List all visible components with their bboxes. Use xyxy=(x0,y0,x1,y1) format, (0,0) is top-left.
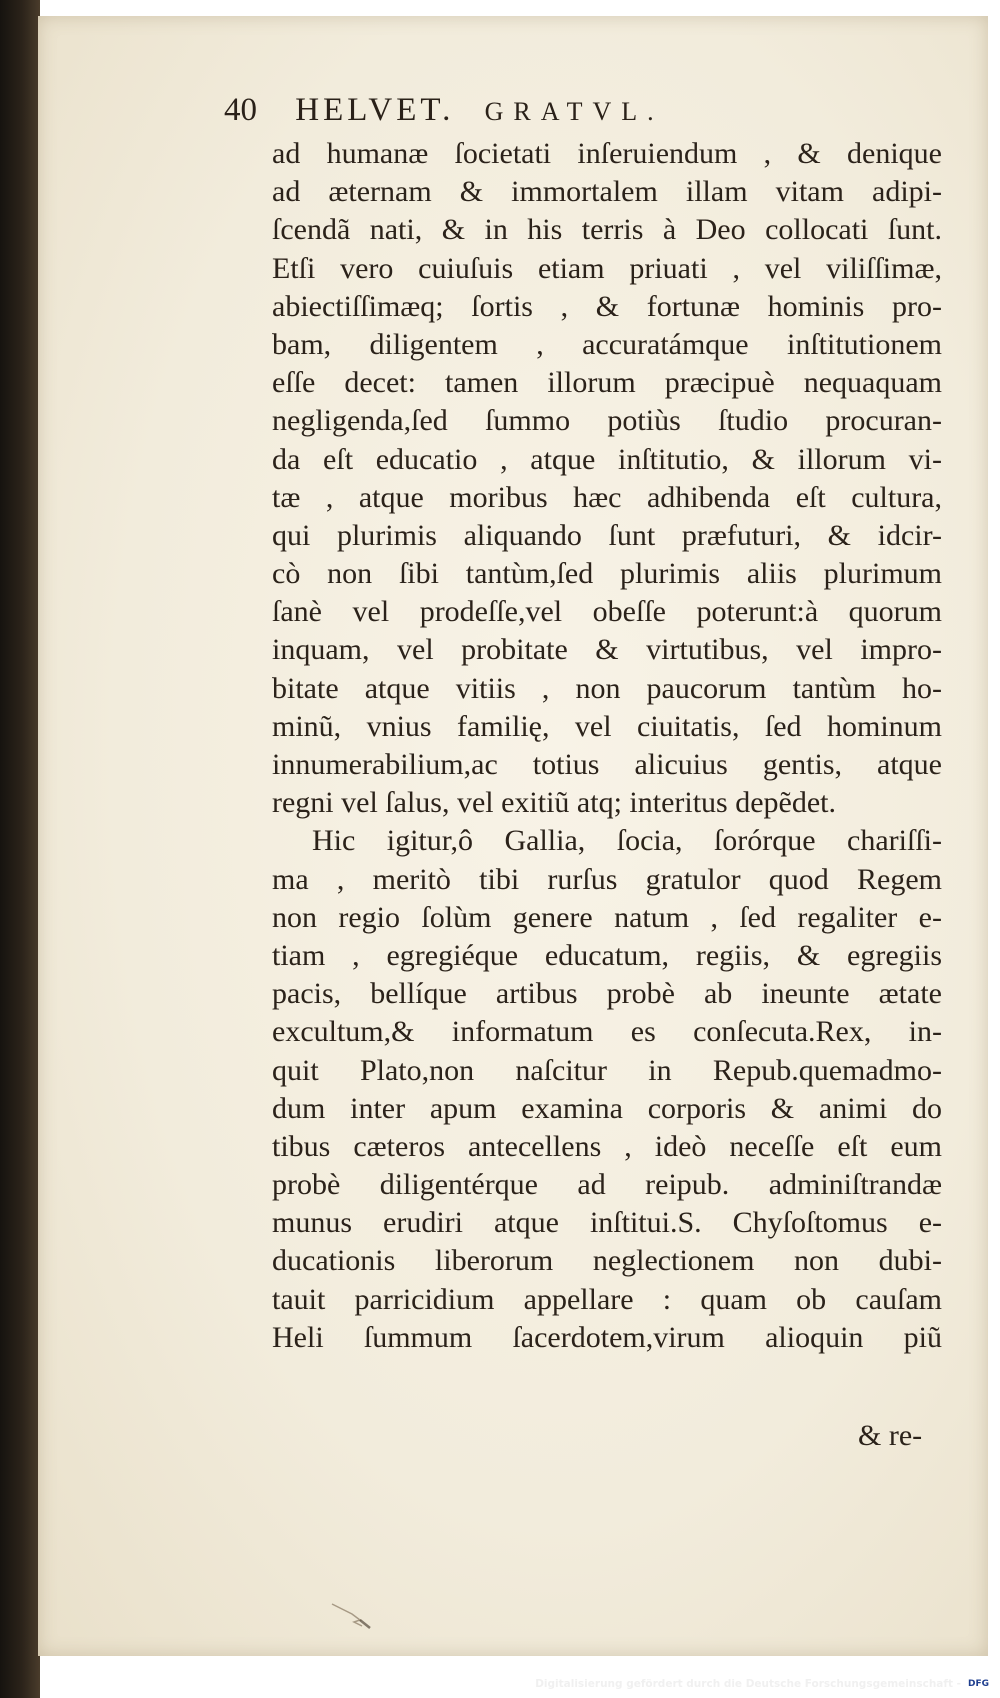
text-line: abiectiſſimæq; ſortis , & fortunæ hominis pro- xyxy=(272,289,942,323)
credit-text: Digitalisierung gefördert durch die Deutsche Forschungsgemeinschaft - xyxy=(535,1678,961,1690)
text-line: tæ , atque moribus hæc adhibenda eſt cultura, xyxy=(272,480,942,514)
text-line: ma , meritò tibi rurſus gratulor quod Regem xyxy=(272,862,942,896)
ink-smudge-mark xyxy=(330,1600,390,1630)
text-line: ad humanæ ſocietati inſeruiendum , & denique xyxy=(272,137,942,170)
text-line: Heli ſummum ſacerdotem,virum alioquin piũ xyxy=(272,1320,942,1354)
text-line: probè diligentérque ad reipub. adminiſtrandæ xyxy=(272,1168,942,1202)
text-line: Etſi vero cuiuſuis etiam priuati , vel viliſſimæ, xyxy=(272,251,942,285)
text-line: tibus cæteros antecellens , ideò neceſſe eſt eum xyxy=(272,1129,942,1163)
digitization-credit xyxy=(535,1674,992,1694)
text-line: qui plurimis aliquando ſunt præfuturi, & idcir- xyxy=(272,518,942,552)
text-line: non regio ſolùm genere natum , ſed regaliter e- xyxy=(272,900,942,934)
text-line: ſanè vel prodeſſe,vel obeſſe poterunt:à quorum xyxy=(272,595,942,629)
text-line: Hic igitur,ô Gallia, ſocia, ſorórque chariſſi- xyxy=(312,824,942,858)
text-line: pacis, bellíque artibus probè ab ineunte ætate xyxy=(272,977,942,1011)
scan-right-margin xyxy=(988,16,1000,1656)
text-line: minũ, vnius familię, vel ciuitatis, ſed hominum xyxy=(272,709,942,743)
text-line: bitate atque vitiis , non paucorum tantùm ho- xyxy=(272,671,942,705)
running-head-title: HELVET. xyxy=(295,92,455,128)
text-line: negligenda,ſed ſummo potiùs ſtudio procuran- xyxy=(272,404,942,438)
dfg-logo: DFG xyxy=(965,1677,992,1691)
text-line: ſcendã nati, & in his terris à Deo collocati ſunt. xyxy=(272,213,942,247)
text-line: tiam , egregiéque educatum, regiis, & egregiis xyxy=(272,938,942,972)
scan-left-edge xyxy=(0,0,40,1698)
text-line: excultum,& informatum es conſecuta.Rex, in- xyxy=(272,1015,942,1049)
text-line: ad æternam & immortalem illam vitam adipi- xyxy=(272,175,942,209)
text-line: innumerabilium,ac totius alicuius gentis, atque xyxy=(272,748,942,781)
text-line: inquam, vel probitate & virtutibus, vel impro- xyxy=(272,633,942,667)
running-head xyxy=(224,86,984,134)
text-line: da eſt educatio , atque inſtitutio, & illorum vi- xyxy=(272,442,942,476)
page-number: 40 xyxy=(224,92,257,128)
catchword: & re- xyxy=(858,1419,923,1452)
text-line: quit Plato,non naſcitur in Repub.quemadmo- xyxy=(272,1053,942,1087)
text-line: tauit parricidium appellare : quam ob cauſam xyxy=(272,1282,942,1316)
text-line: ducationis liberorum neglectionem non dubi- xyxy=(272,1244,942,1278)
text-line: dum inter apum examina corporis & animi do xyxy=(272,1091,942,1125)
running-head-subtitle: GRATVL. xyxy=(484,97,664,126)
text-line: munus erudiri atque inſtitui.S. Chyſoſtomus e- xyxy=(272,1206,942,1240)
text-line: regni vel ſalus, vel exitiũ atq; interitus depẽdet. xyxy=(272,786,837,820)
text-line: bam, diligentem , accuratámque inſtitutionem xyxy=(272,327,942,361)
text-line: eſſe decet: tamen illorum præcipuè nequaquam xyxy=(272,366,942,400)
text-line: cò non ſibi tantùm,ſed plurimis aliis plurimum xyxy=(272,557,942,591)
body-text xyxy=(272,135,942,1357)
